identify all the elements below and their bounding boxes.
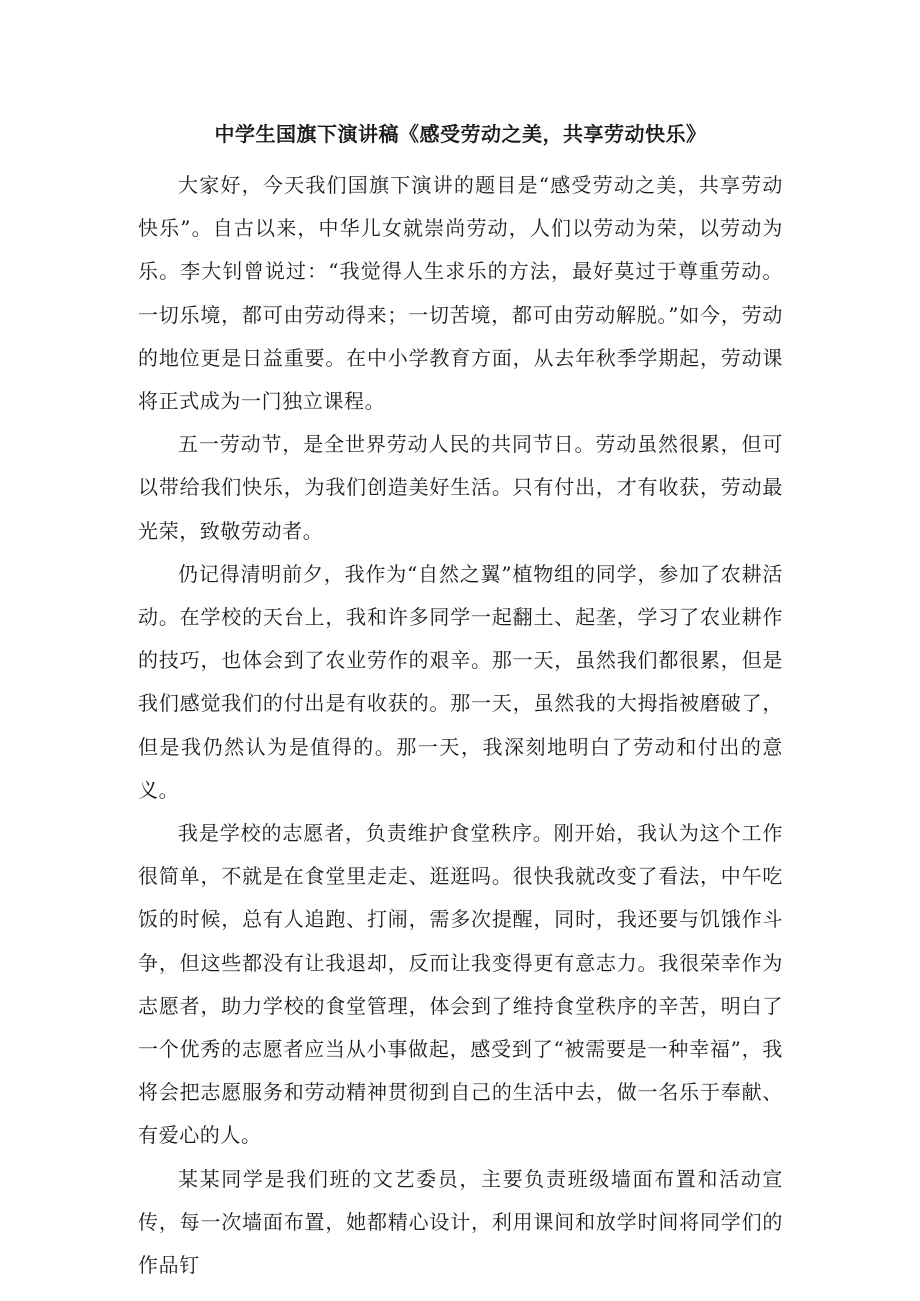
paragraph-intro: 大家好，今天我们国旗下演讲的题目是“感受劳动之美，共享劳动快乐”。自古以来，中华儿女就崇尚劳动，人们以劳动为荣，以劳动为乐。李大钊曾说过：“我觉得人生求乐的方法，最好莫过于尊重劳动。一切乐境，都可由劳动得来；一切苦境，都可由劳动解脱。”如今，劳动的地位更是日益重要。在中小学教育方面，从去年秋季学期起，劳动课将正式成为一门独立课程。 (138, 173, 783, 414)
document-title: 中学生国旗下演讲稿《感受劳动之美，共享劳动快乐》 (214, 122, 707, 146)
paragraph-farming: 仍记得清明前夕，我作为“自然之翼”植物组的同学，参加了农耕活动。在学校的天台上，我和许多同学一起翻土、起垄，学习了农业耕作的技巧，也体会到了农业劳作的艰辛。那一天，虽然我们都很累，但是我们感觉我们的付出是有收获的。那一天，虽然我的大拇指被磨破了，但是我仍然认为是值得的。那一天，我深刻地明白了劳动和付出的意义。 (138, 561, 783, 802)
paragraph-volunteer: 我是学校的志愿者，负责维护食堂秩序。刚开始，我认为这个工作很简单，不就是在食堂里走走、逛逛吗。很快我就改变了看法，中午吃饭的时候，总有人追跑、打闹，需多次提醒，同时，我还要与饥饿作斗争，但这些都没有让我退却，反而让我变得更有意志力。我很荣幸作为志愿者，助力学校的食堂管理，体会到了维持食堂秩序的辛苦，明白了一个优秀的志愿者应当从小事做起，感受到了“被需要是一种幸福”，我将会把志愿服务和劳动精神贯彻到自己的生活中去，做一名乐于奉献、有爱心的人。 (138, 821, 783, 1148)
paragraph-labor-day: 五一劳动节，是全世界劳动人民的共同节日。劳动虽然很累，但可以带给我们快乐，为我们创造美好生活。只有付出，才有收获，劳动最光荣，致敬劳动者。 (138, 432, 783, 543)
document-body (138, 164, 783, 1287)
paragraph-classmate: 某某同学是我们班的文艺委员，主要负责班级墙面布置和活动宣传，每一次墙面布置，她都精心设计，利用课间和放学时间将同学们的作品钉 (138, 1166, 783, 1278)
